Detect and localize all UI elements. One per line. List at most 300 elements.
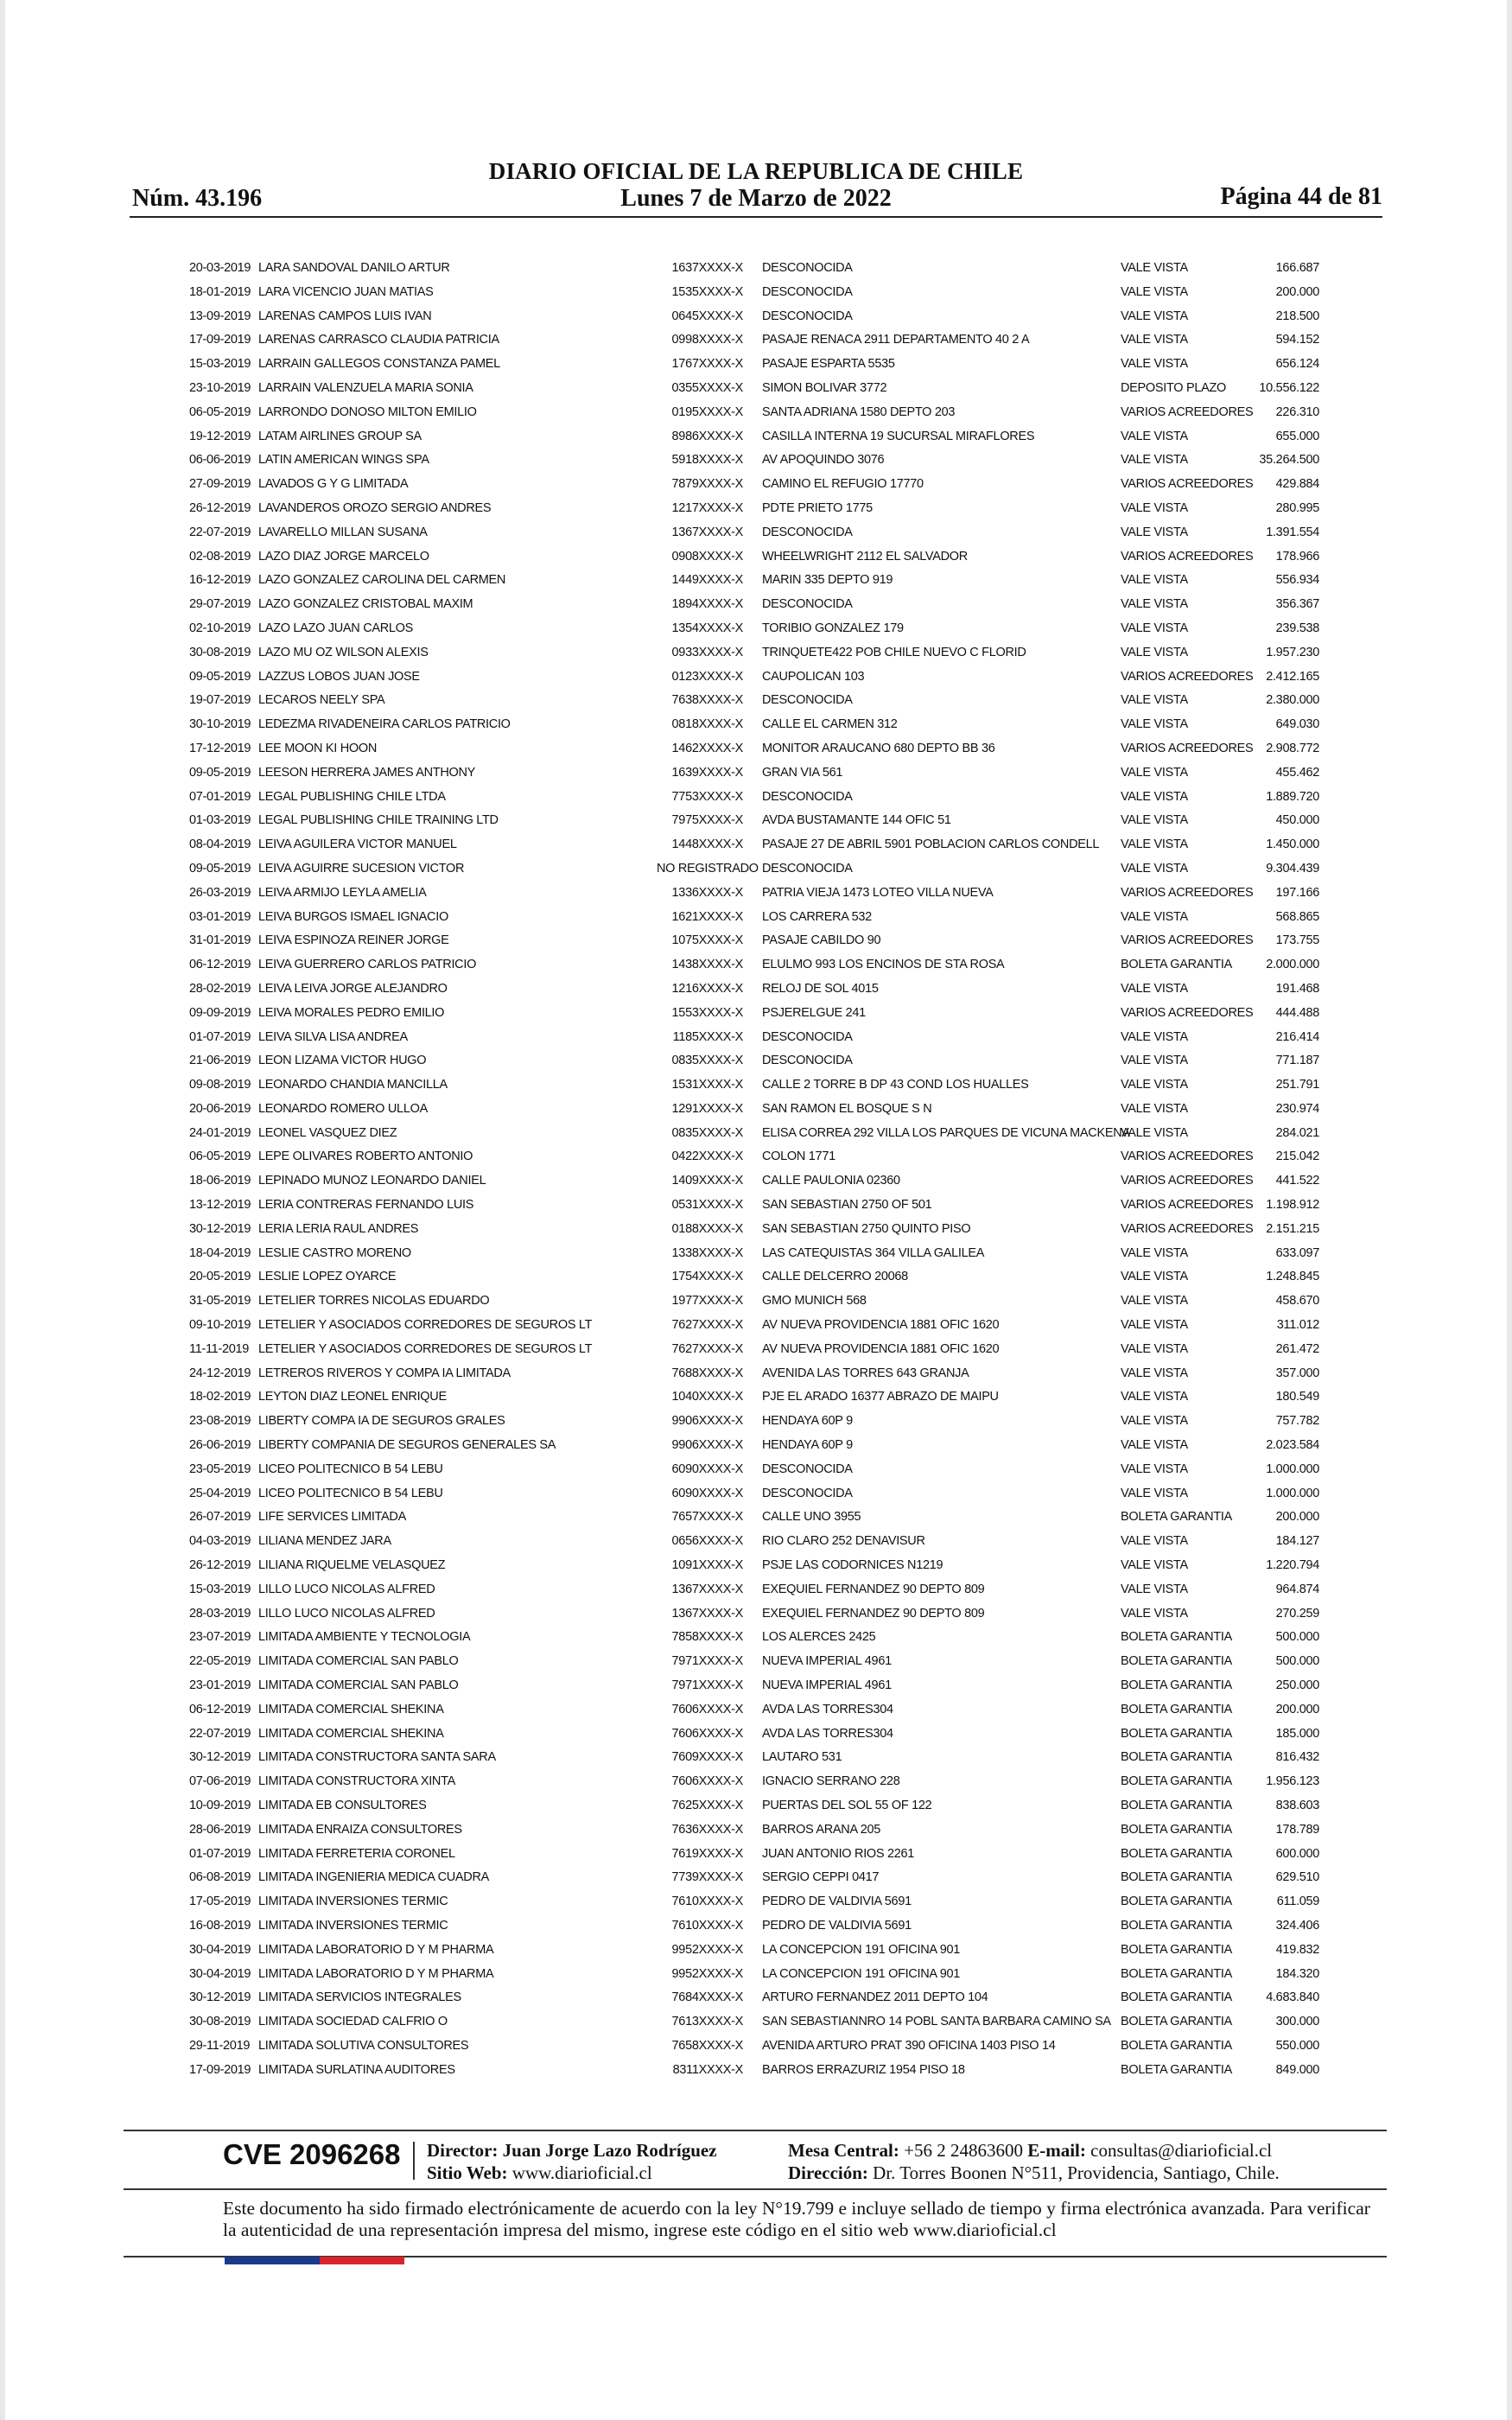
row-document-type: BOLETA GARANTIA <box>1121 1942 1232 1957</box>
table-row <box>0 1770 1512 1794</box>
row-rut: 1449XXXX-X <box>671 573 743 588</box>
row-date: 26-12-2019 <box>189 500 251 515</box>
row-address: AVDA BUSTAMANTE 144 OFIC 51 <box>762 813 951 828</box>
row-amount: 629.510 <box>1275 1870 1319 1885</box>
issue-number: Núm. 43.196 <box>132 185 263 212</box>
row-document-type: VALE VISTA <box>1121 693 1188 708</box>
row-amount: 633.097 <box>1275 1245 1319 1260</box>
row-name: LEE MOON KI HOON <box>258 741 377 755</box>
row-address: SIMON BOLIVAR 3772 <box>762 380 887 395</box>
row-rut: 0188XXXX-X <box>671 1221 743 1236</box>
row-address: AVDA LAS TORRES304 <box>762 1702 893 1716</box>
row-name: LIMITADA COMERCIAL SHEKINA <box>258 1702 444 1716</box>
row-rut: 1040XXXX-X <box>671 1390 743 1404</box>
row-date: 23-01-2019 <box>189 1678 251 1693</box>
row-rut: 1448XXXX-X <box>671 837 743 852</box>
row-rut: 0835XXXX-X <box>671 1125 743 1140</box>
row-document-type: VALE VISTA <box>1121 765 1188 780</box>
row-amount: 594.152 <box>1275 333 1319 347</box>
row-address: PSJERELGUE 241 <box>762 1005 866 1020</box>
email-label: E-mail: <box>1027 2140 1086 2161</box>
row-amount: 356.367 <box>1275 597 1319 612</box>
table-row <box>0 1002 1512 1026</box>
address-value: Dr. Torres Boonen N°511, Providencia, Santiago, Chile. <box>873 2162 1280 2183</box>
row-name: LEIVA ARMIJO LEYLA AMELIA <box>258 885 427 900</box>
row-document-type: VALE VISTA <box>1121 813 1188 828</box>
row-rut: 7879XXXX-X <box>671 477 743 492</box>
row-rut: 0933XXXX-X <box>671 645 743 659</box>
table-row <box>0 1506 1512 1530</box>
row-date: 22-07-2019 <box>189 1726 251 1741</box>
address-label: Dirección: <box>788 2162 868 2183</box>
table-row <box>0 882 1512 906</box>
row-date: 03-01-2019 <box>189 909 251 924</box>
row-name: LAZZUS LOBOS JUAN JOSE <box>258 669 420 684</box>
table-row <box>0 1410 1512 1434</box>
row-amount: 500.000 <box>1275 1630 1319 1645</box>
row-document-type: VALE VISTA <box>1121 1029 1188 1044</box>
table-row <box>0 761 1512 786</box>
row-date: 17-05-2019 <box>189 1895 251 1909</box>
row-document-type: BOLETA GARANTIA <box>1121 1822 1232 1837</box>
row-name: LERIA LERIA RAUL ANDRES <box>258 1221 419 1236</box>
row-date: 15-03-2019 <box>189 1582 251 1596</box>
row-amount: 300.000 <box>1275 2015 1319 2029</box>
table-row <box>0 1723 1512 1747</box>
director-name: Juan Jorge Lazo Rodríguez <box>502 2140 717 2161</box>
row-amount: 656.124 <box>1275 357 1319 372</box>
row-name: LIMITADA INGENIERIA MEDICA CUADRA <box>258 1870 489 1885</box>
row-amount: 180.549 <box>1275 1390 1319 1404</box>
row-date: 07-06-2019 <box>189 1774 251 1789</box>
table-row <box>0 1963 1512 1987</box>
row-date: 30-04-2019 <box>189 1942 251 1957</box>
row-amount: 184.127 <box>1275 1534 1319 1549</box>
row-date: 06-12-2019 <box>189 1702 251 1716</box>
table-row <box>0 473 1512 497</box>
row-document-type: VALE VISTA <box>1121 1438 1188 1453</box>
row-address: SAN SEBASTIAN 2750 QUINTO PISO <box>762 1221 971 1236</box>
table-row <box>0 641 1512 666</box>
table-row <box>0 401 1512 425</box>
row-document-type: VALE VISTA <box>1121 645 1188 659</box>
table-row <box>0 2010 1512 2035</box>
row-rut: 7657XXXX-X <box>671 1510 743 1525</box>
row-document-type: VALE VISTA <box>1121 1054 1188 1068</box>
table-row <box>0 1385 1512 1410</box>
mesa-label: Mesa Central: <box>788 2140 899 2161</box>
row-name: LILLO LUCO NICOLAS ALFRED <box>258 1582 435 1596</box>
row-amount: 655.000 <box>1275 429 1319 443</box>
row-document-type: BOLETA GARANTIA <box>1121 2038 1232 2053</box>
row-document-type: VALE VISTA <box>1121 1318 1188 1333</box>
row-date: 21-06-2019 <box>189 1054 251 1068</box>
row-rut: 1091XXXX-X <box>671 1558 743 1573</box>
row-name: LEGAL PUBLISHING CHILE TRAINING LTD <box>258 813 499 828</box>
row-date: 20-06-2019 <box>189 1101 251 1116</box>
row-address: DESCONOCIDA <box>762 597 853 612</box>
row-name: LIMITADA INVERSIONES TERMIC <box>258 1918 448 1933</box>
row-name: LARRAIN VALENZUELA MARIA SONIA <box>258 380 473 395</box>
row-date: 30-08-2019 <box>189 645 251 659</box>
row-name: LIMITADA CONSTRUCTORA SANTA SARA <box>258 1750 496 1765</box>
row-date: 22-07-2019 <box>189 525 251 539</box>
row-rut: 1367XXXX-X <box>671 525 743 539</box>
row-address: SERGIO CEPPI 0417 <box>762 1870 880 1885</box>
row-document-type: VARIOS ACREEDORES <box>1121 933 1254 948</box>
flag-bar-red <box>320 2257 404 2264</box>
row-document-type: VARIOS ACREEDORES <box>1121 404 1254 419</box>
row-date: 27-09-2019 <box>189 477 251 492</box>
row-address: PASAJE RENACA 2911 DEPARTAMENTO 40 2 A <box>762 333 1030 347</box>
row-address: PJE EL ARADO 16377 ABRAZO DE MAIPU <box>762 1390 999 1404</box>
row-amount: 324.406 <box>1275 1918 1319 1933</box>
row-address: CAUPOLICAN 103 <box>762 669 865 684</box>
row-name: LAZO MU OZ WILSON ALEXIS <box>258 645 429 659</box>
row-rut: 1354XXXX-X <box>671 621 743 635</box>
row-amount: 2.380.000 <box>1266 693 1319 708</box>
row-name: LEPE OLIVARES ROBERTO ANTONIO <box>258 1150 473 1164</box>
row-rut: 8986XXXX-X <box>671 429 743 443</box>
footer-divider-middle <box>124 2188 1387 2190</box>
row-rut: 1217XXXX-X <box>671 500 743 515</box>
row-document-type: BOLETA GARANTIA <box>1121 2015 1232 2029</box>
row-rut: 0645XXXX-X <box>671 309 743 323</box>
row-date: 23-08-2019 <box>189 1414 251 1429</box>
table-row <box>0 857 1512 882</box>
row-document-type: BOLETA GARANTIA <box>1121 1726 1232 1741</box>
row-address: CALLE PAULONIA 02360 <box>762 1174 900 1188</box>
row-address: PASAJE ESPARTA 5535 <box>762 357 895 372</box>
row-date: 22-05-2019 <box>189 1654 251 1669</box>
row-rut: 7625XXXX-X <box>671 1799 743 1812</box>
row-document-type: VALE VISTA <box>1121 1366 1188 1380</box>
row-date: 20-05-2019 <box>189 1270 251 1284</box>
cve-code: CVE 2096268 <box>223 2138 401 2170</box>
row-date: 29-07-2019 <box>189 597 251 612</box>
row-name: LEGAL PUBLISHING CHILE LTDA <box>258 789 446 804</box>
row-date: 08-04-2019 <box>189 837 251 852</box>
row-address: SAN SEBASTIANNRO 14 POBL SANTA BARBARA CAMINO SA <box>762 2015 1111 2029</box>
site-link[interactable]: www.diarioficial.cl <box>511 2162 652 2183</box>
row-name: LIMITADA AMBIENTE Y TECNOLOGIA <box>258 1630 471 1645</box>
row-name: LICEO POLITECNICO B 54 LEBU <box>258 1486 443 1500</box>
row-address: LA CONCEPCION 191 OFICINA 901 <box>762 1942 961 1957</box>
row-date: 16-08-2019 <box>189 1918 251 1933</box>
row-name: LILLO LUCO NICOLAS ALFRED <box>258 1606 435 1621</box>
table-row <box>0 1482 1512 1506</box>
row-date: 24-12-2019 <box>189 1366 251 1380</box>
row-document-type: BOLETA GARANTIA <box>1121 1510 1232 1525</box>
row-amount: 2.412.165 <box>1266 669 1319 684</box>
row-rut: 1075XXXX-X <box>671 933 743 948</box>
row-document-type: VALE VISTA <box>1121 333 1188 347</box>
row-name: LETELIER TORRES NICOLAS EDUARDO <box>258 1294 490 1309</box>
row-name: LAZO DIAZ JORGE MARCELO <box>258 549 429 564</box>
row-amount: 1.889.720 <box>1266 789 1319 804</box>
table-row <box>0 2035 1512 2059</box>
row-address: DESCONOCIDA <box>762 1029 853 1044</box>
row-address: NUEVA IMPERIAL 4961 <box>762 1654 892 1669</box>
table-row <box>0 1242 1512 1266</box>
row-address: LOS ALERCES 2425 <box>762 1630 876 1645</box>
director-label: Director: <box>427 2140 499 2161</box>
row-address: LA CONCEPCION 191 OFICINA 901 <box>762 1966 961 1981</box>
row-address: AV APOQUINDO 3076 <box>762 453 885 468</box>
row-address: DESCONOCIDA <box>762 261 853 275</box>
row-date: 28-02-2019 <box>189 981 251 996</box>
table-row <box>0 281 1512 305</box>
row-document-type: BOLETA GARANTIA <box>1121 1799 1232 1812</box>
row-rut: 0908XXXX-X <box>671 549 743 564</box>
row-date: 11-11-2019 <box>189 1341 250 1356</box>
row-date: 19-12-2019 <box>189 429 251 443</box>
row-rut: 1767XXXX-X <box>671 357 743 372</box>
row-date: 17-12-2019 <box>189 741 251 755</box>
table-row <box>0 1650 1512 1674</box>
table-row <box>0 786 1512 810</box>
row-rut: 7971XXXX-X <box>671 1678 743 1693</box>
row-amount: 455.462 <box>1275 765 1319 780</box>
row-address: ELISA CORREA 292 VILLA LOS PARQUES DE VICUNA MACKENA <box>762 1125 1130 1140</box>
row-date: 30-08-2019 <box>189 2015 251 2029</box>
row-address: CASILLA INTERNA 19 SUCURSAL MIRAFLORES <box>762 429 1035 443</box>
row-name: LIMITADA COMERCIAL SAN PABLO <box>258 1654 459 1669</box>
row-amount: 200.000 <box>1275 284 1319 299</box>
row-date: 19-07-2019 <box>189 693 251 708</box>
row-address: DESCONOCIDA <box>762 284 853 299</box>
row-rut: 1462XXXX-X <box>671 741 743 755</box>
row-amount: 550.000 <box>1275 2038 1319 2053</box>
row-amount: 216.414 <box>1275 1029 1319 1044</box>
table-row <box>0 353 1512 377</box>
table-row <box>0 377 1512 401</box>
row-document-type: VALE VISTA <box>1121 1341 1188 1356</box>
row-date: 07-01-2019 <box>189 789 251 804</box>
row-date: 09-09-2019 <box>189 1005 251 1020</box>
row-name: LEYTON DIAZ LEONEL ENRIQUE <box>258 1390 447 1404</box>
table-row <box>0 425 1512 449</box>
table-row <box>0 1818 1512 1843</box>
table-row <box>0 1794 1512 1818</box>
row-document-type: VALE VISTA <box>1121 357 1188 372</box>
table-row <box>0 1986 1512 2010</box>
row-document-type: VALE VISTA <box>1121 284 1188 299</box>
row-address: ARTURO FERNANDEZ 2011 DEPTO 104 <box>762 1990 988 2005</box>
row-rut: 0818XXXX-X <box>671 717 743 732</box>
row-document-type: VALE VISTA <box>1121 1390 1188 1404</box>
row-name: LIMITADA LABORATORIO D Y M PHARMA <box>258 1942 494 1957</box>
row-name: LECAROS NEELY SPA <box>258 693 385 708</box>
row-rut: 6090XXXX-X <box>671 1462 743 1476</box>
row-address: PEDRO DE VALDIVIA 5691 <box>762 1918 912 1933</box>
row-document-type: VALE VISTA <box>1121 1414 1188 1429</box>
row-name: LAVANDEROS OROZO SERGIO ANDRES <box>258 500 492 515</box>
row-document-type: BOLETA GARANTIA <box>1121 1895 1232 1909</box>
row-address: DESCONOCIDA <box>762 1486 853 1500</box>
row-amount: 178.966 <box>1275 549 1319 564</box>
row-address: IGNACIO SERRANO 228 <box>762 1774 900 1789</box>
row-document-type: BOLETA GARANTIA <box>1121 1750 1232 1765</box>
row-document-type: BOLETA GARANTIA <box>1121 1678 1232 1693</box>
row-date: 10-09-2019 <box>189 1799 251 1812</box>
row-rut: 1336XXXX-X <box>671 885 743 900</box>
table-row <box>0 569 1512 593</box>
row-name: LAVARELLO MILLAN SUSANA <box>258 525 428 539</box>
row-amount: 1.198.912 <box>1266 1198 1319 1213</box>
row-amount: 611.059 <box>1276 1895 1319 1909</box>
row-name: LIMITADA COMERCIAL SHEKINA <box>258 1726 444 1741</box>
row-rut: 0123XXXX-X <box>671 669 743 684</box>
table-row <box>0 1265 1512 1290</box>
row-address: TORIBIO GONZALEZ 179 <box>762 621 904 635</box>
row-name: LIMITADA FERRETERIA CORONEL <box>258 1846 455 1861</box>
row-document-type: BOLETA GARANTIA <box>1121 2062 1232 2077</box>
table-row <box>0 617 1512 641</box>
row-name: LIBERTY COMPA IA DE SEGUROS GRALES <box>258 1414 505 1429</box>
row-document-type: VARIOS ACREEDORES <box>1121 1174 1254 1188</box>
table-row <box>0 1049 1512 1073</box>
row-name: LEONARDO ROMERO ULLOA <box>258 1101 428 1116</box>
row-document-type: VALE VISTA <box>1121 1582 1188 1596</box>
row-amount: 771.187 <box>1275 1054 1319 1068</box>
row-date: 30-12-2019 <box>189 1221 251 1236</box>
row-name: LEIVA ESPINOZA REINER JORGE <box>258 933 449 948</box>
row-amount: 458.670 <box>1275 1294 1319 1309</box>
row-amount: 1.391.554 <box>1266 525 1319 539</box>
row-name: LAZO GONZALEZ CAROLINA DEL CARMEN <box>258 573 506 588</box>
row-document-type: VALE VISTA <box>1121 429 1188 443</box>
row-address: HENDAYA 60P 9 <box>762 1438 853 1453</box>
row-address: CALLE UNO 3955 <box>762 1510 861 1525</box>
row-document-type: VALE VISTA <box>1121 837 1188 852</box>
row-address: DESCONOCIDA <box>762 309 853 323</box>
row-document-type: VALE VISTA <box>1121 717 1188 732</box>
row-address: PDTE PRIETO 1775 <box>762 500 873 515</box>
row-date: 01-07-2019 <box>189 1029 251 1044</box>
row-rut: 9952XXXX-X <box>671 1942 743 1957</box>
row-amount: 4.683.840 <box>1266 1990 1319 2005</box>
row-rut: 1894XXXX-X <box>671 597 743 612</box>
row-rut: 1531XXXX-X <box>671 1078 743 1092</box>
table-row <box>0 257 1512 281</box>
row-document-type: VARIOS ACREEDORES <box>1121 669 1254 684</box>
row-date: 06-08-2019 <box>189 1870 251 1885</box>
row-rut: 0656XXXX-X <box>671 1534 743 1549</box>
row-address: CALLE EL CARMEN 312 <box>762 717 898 732</box>
row-name: LESLIE CASTRO MORENO <box>258 1245 411 1260</box>
row-rut: 1338XXXX-X <box>671 1245 743 1260</box>
row-document-type: BOLETA GARANTIA <box>1121 1846 1232 1861</box>
row-date: 23-05-2019 <box>189 1462 251 1476</box>
row-date: 29-11-2019 <box>189 2038 251 2053</box>
table-row <box>0 593 1512 617</box>
row-name: LEIVA MORALES PEDRO EMILIO <box>258 1005 445 1020</box>
site-label: Sitio Web: <box>427 2162 508 2183</box>
row-date: 01-07-2019 <box>189 1846 251 1861</box>
row-date: 02-10-2019 <box>189 621 251 635</box>
table-row <box>0 1866 1512 1890</box>
row-date: 26-06-2019 <box>189 1438 251 1453</box>
row-name: LEDEZMA RIVADENEIRA CARLOS PATRICIO <box>258 717 511 732</box>
email-link[interactable]: consultas@diarioficial.cl <box>1090 2140 1273 2161</box>
row-rut: 9952XXXX-X <box>671 1966 743 1981</box>
table-row <box>0 1554 1512 1578</box>
row-amount: 757.782 <box>1275 1414 1319 1429</box>
row-name: LIMITADA SOLUTIVA CONSULTORES <box>258 2038 469 2053</box>
row-amount: 215.042 <box>1275 1150 1319 1164</box>
row-address: COLON 1771 <box>762 1150 835 1164</box>
row-address: PASAJE 27 DE ABRIL 5901 POBLACION CARLOS CONDELL <box>762 837 1100 852</box>
row-document-type: BOLETA GARANTIA <box>1121 1630 1232 1645</box>
row-amount: 251.791 <box>1275 1078 1319 1092</box>
row-amount: 218.500 <box>1275 309 1319 323</box>
row-document-type: VALE VISTA <box>1121 1534 1188 1549</box>
row-rut: 9906XXXX-X <box>671 1438 743 1453</box>
row-name: LARA VICENCIO JUAN MATIAS <box>258 284 434 299</box>
table-row <box>0 1122 1512 1146</box>
row-amount: 357.000 <box>1275 1366 1319 1380</box>
row-rut: 6090XXXX-X <box>671 1486 743 1500</box>
table-row <box>0 497 1512 521</box>
row-name: LAZO LAZO JUAN CARLOS <box>258 621 414 635</box>
row-address: AVENIDA LAS TORRES 643 GRANJA <box>762 1366 969 1380</box>
row-document-type: BOLETA GARANTIA <box>1121 1654 1232 1669</box>
row-address: DESCONOCIDA <box>762 525 853 539</box>
row-name: LAVADOS G Y G LIMITADA <box>258 477 409 492</box>
row-address: AV NUEVA PROVIDENCIA 1881 OFIC 1620 <box>762 1341 1000 1356</box>
row-rut: 8311XXXX-X <box>672 2062 743 2077</box>
row-date: 26-07-2019 <box>189 1510 251 1525</box>
row-rut: 7688XXXX-X <box>671 1366 743 1380</box>
row-address: PATRIA VIEJA 1473 LOTEO VILLA NUEVA <box>762 885 994 900</box>
row-name: LIMITADA CONSTRUCTORA XINTA <box>258 1774 455 1789</box>
row-name: LEIVA GUERRERO CARLOS PATRICIO <box>258 958 477 972</box>
row-rut: 7858XXXX-X <box>671 1630 743 1645</box>
table-row <box>0 906 1512 930</box>
row-amount: 261.472 <box>1275 1341 1319 1356</box>
row-date: 26-03-2019 <box>189 885 251 900</box>
row-document-type: BOLETA GARANTIA <box>1121 958 1232 972</box>
row-address: LAS CATEQUISTAS 364 VILLA GALILEA <box>762 1245 985 1260</box>
issue-date: Lunes 7 de Marzo de 2022 <box>620 185 892 212</box>
row-rut: 1291XXXX-X <box>671 1101 743 1116</box>
creditors-table <box>0 257 1512 2083</box>
row-address: NUEVA IMPERIAL 4961 <box>762 1678 892 1693</box>
row-date: 23-10-2019 <box>189 380 251 395</box>
row-amount: 9.304.439 <box>1266 861 1319 876</box>
row-amount: 2.000.000 <box>1266 958 1319 972</box>
row-amount: 649.030 <box>1275 717 1319 732</box>
row-amount: 230.974 <box>1275 1101 1319 1116</box>
row-address: GMO MUNICH 568 <box>762 1294 867 1309</box>
row-address: LAUTARO 531 <box>762 1750 842 1765</box>
row-rut: 7739XXXX-X <box>671 1870 743 1885</box>
row-amount: 1.956.123 <box>1266 1774 1319 1789</box>
row-name: LATIN AMERICAN WINGS SPA <box>258 453 429 468</box>
row-name: LIMITADA LABORATORIO D Y M PHARMA <box>258 1966 494 1981</box>
row-name: LEIVA SILVA LISA ANDREA <box>258 1029 408 1044</box>
row-date: 06-05-2019 <box>189 404 251 419</box>
row-rut: 0355XXXX-X <box>671 380 743 395</box>
row-address: RELOJ DE SOL 4015 <box>762 981 879 996</box>
row-document-type: VALE VISTA <box>1121 789 1188 804</box>
row-date: 18-04-2019 <box>189 1245 251 1260</box>
row-name: LEIVA BURGOS ISMAEL IGNACIO <box>258 909 448 924</box>
row-address: DESCONOCIDA <box>762 693 853 708</box>
table-row <box>0 978 1512 1002</box>
table-row <box>0 666 1512 690</box>
